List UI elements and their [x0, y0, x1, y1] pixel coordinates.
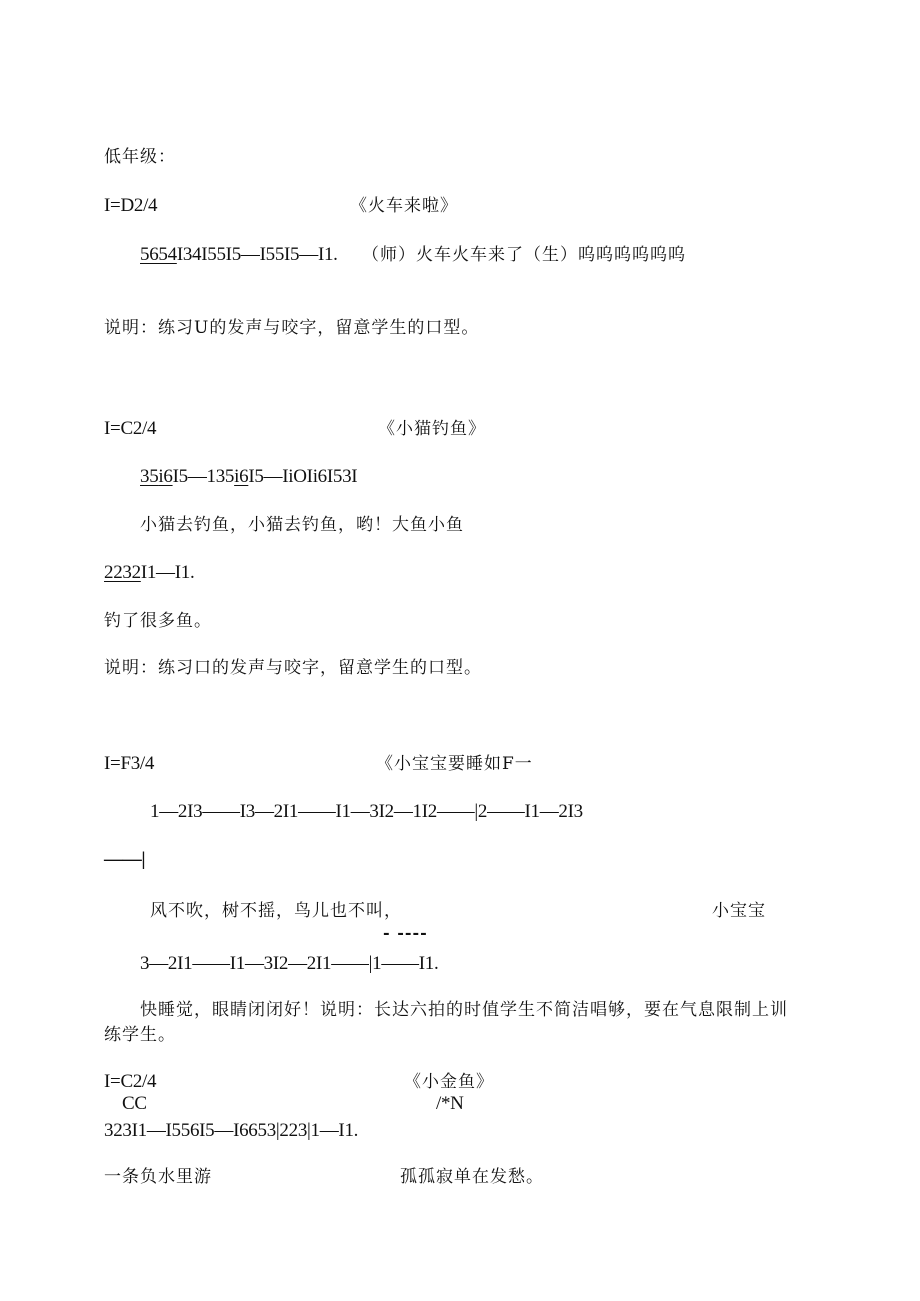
song3-notation-line2: 3—2I1——I1—3I2—2I1——|1——I1. [140, 953, 439, 974]
song2-notation2-rest: I1—I1. [140, 562, 195, 583]
song4-key: I=C2/4 [104, 1071, 157, 1092]
song3-key: I=F3/4 [104, 753, 155, 774]
song2-notation-seg-c: I5—135 [172, 466, 235, 487]
song3-notation-line1: 1—2I3——I3—2I1——I1—3I2—1I2——|2——I1—2I3 [150, 801, 583, 822]
song4-title: 《小金鱼》 [404, 1072, 494, 1092]
song3-lyrics-a: 风不吹，树不摇，鸟儿也不叫， [150, 901, 402, 921]
level-heading: 低年级： [104, 147, 176, 167]
song3-dash-marks: - ---- [383, 923, 428, 942]
song4-mark-right: /*N [436, 1093, 464, 1114]
song2-title: 《小猫钓鱼》 [378, 419, 486, 439]
song3-notation-continuation: ——| [104, 849, 146, 870]
song1-notation-rest: I34I55I5—I55I5—I1. [176, 244, 338, 265]
song2-key: I=C2/4 [104, 418, 157, 439]
song1-key: I=D2/4 [104, 195, 158, 216]
song2-notation-line1 [140, 466, 357, 488]
song4-lyrics-a: 一条负水里游 [104, 1167, 212, 1187]
song2-notation-line2 [104, 562, 194, 584]
song1-notation-line [140, 244, 338, 266]
song1-lyrics: （师）火车火车来了（生）呜呜呜呜呜呜 [362, 245, 686, 265]
song4-lyrics-b: 孤孤寂单在发愁。 [400, 1167, 544, 1187]
song4-mark-left: CC [122, 1093, 147, 1114]
song2-notation-seg-b: i6 [158, 466, 173, 487]
song3-lyrics-line2: 快睡觉，眼睛闭闭好！说明：长达六拍的时值学生不简洁唱够，要在气息限制上训 [140, 1000, 788, 1020]
song2-lyrics-line1: 小猫去钓鱼，小猫去钓鱼，哟！大鱼小鱼 [140, 515, 464, 535]
song3-lyrics-line2-cont: 练学生。 [104, 1025, 176, 1045]
song3-title: 《小宝宝要睡如F一 [376, 754, 533, 774]
song2-notation-seg-e: I5—IiOIi6I53I [248, 466, 358, 487]
song1-note: 说明：练习U的发声与咬字，留意学生的口型。 [104, 318, 480, 338]
song2-notation-seg-d: i6 [234, 466, 249, 487]
song2-lyrics-line2: 钓了很多鱼。 [104, 611, 212, 631]
song3-lyrics-b: 小宝宝 [712, 901, 766, 921]
song2-notation-seg-a: 35 [140, 466, 159, 487]
song1-notation-underlined: 5654 [140, 244, 177, 265]
song2-note: 说明：练习口的发声与咬字，留意学生的口型。 [104, 658, 482, 678]
song2-notation2-underlined: 2232 [104, 562, 141, 583]
song1-title: 《火车来啦》 [350, 196, 458, 216]
song4-notation-line1: 323I1—I556I5—I6653|223|1—I1. [104, 1120, 359, 1141]
